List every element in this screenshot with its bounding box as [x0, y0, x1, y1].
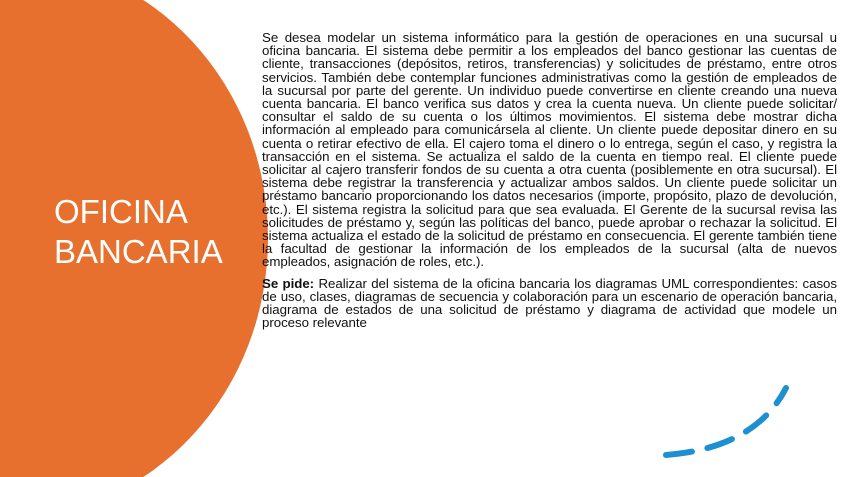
description-paragraph: Se desea modelar un sistema informático para la gestión de operaciones en una sucursal u oficina bancaria. El sistema debe permitir a los empleados del banco gestionar las cuentas de cliente, transacciones (depósitos, retiros, transferencias) y solicitudes de préstamo, entre otros servicios. También debe contemplar funciones administrativas como la gestión de empleados de la sucursal por parte del gerente. Un individuo puede convertirse en cliente creando una nueva cuenta bancaria. El banco verifica sus datos y crea la cuenta nueva. Un cliente puede solicitar/ consultar el saldo de su cuenta o los últimos movimientos. El sistema debe mostrar dicha información al empleado para comunicársela al cliente. Un cliente puede depositar dinero en su cuenta o retirar efectivo de ella. El cajero toma el dinero o lo entrega, según el caso, y registra la transacción en el sistema. Se actualiza el saldo de la cuenta en tiempo real. El cliente puede solicitar al cajero transferir fondos de su cuenta a otra cuenta (posiblemente en otra sucursal). El sistema debe registrar la transferencia y actualizar ambos saldos. Un cliente puede solicitar un préstamo bancario proporcionando los datos necesarios (importe, propósito, plazo de devolución, etc.). El sistema registra la solicitud para que sea evaluada. El Gerente de la sucursal revisa las solicitudes de préstamo y, según las políticas del banco, puede aprobar o rechazar la solicitud. El sistema actualiza el estado de la solicitud de préstamo en consecuencia. El gerente también tiene la facultad de gestionar la información de los empleados de la sucursal (alta de nuevos empleados, asignación de roles, etc.). [262, 30, 837, 270]
task-text: Realizar del sistema de la oficina bancaria los diagramas UML correspondientes: casos de uso, clases, diagramas de secuencia y colaboración para un escenario de operación bancaria, diagrama de estados de una solicitud de préstamo y diagrama de actividad que modele un proceso relevante [262, 275, 837, 331]
slide-title [54, 192, 244, 272]
slide-body [262, 31, 837, 329]
slide-title-line-2: BANCARIA [54, 233, 223, 270]
task-label: Se pide: [262, 275, 315, 291]
task-paragraph [262, 277, 837, 330]
slide-title-line-1: OFICINA [54, 193, 188, 230]
